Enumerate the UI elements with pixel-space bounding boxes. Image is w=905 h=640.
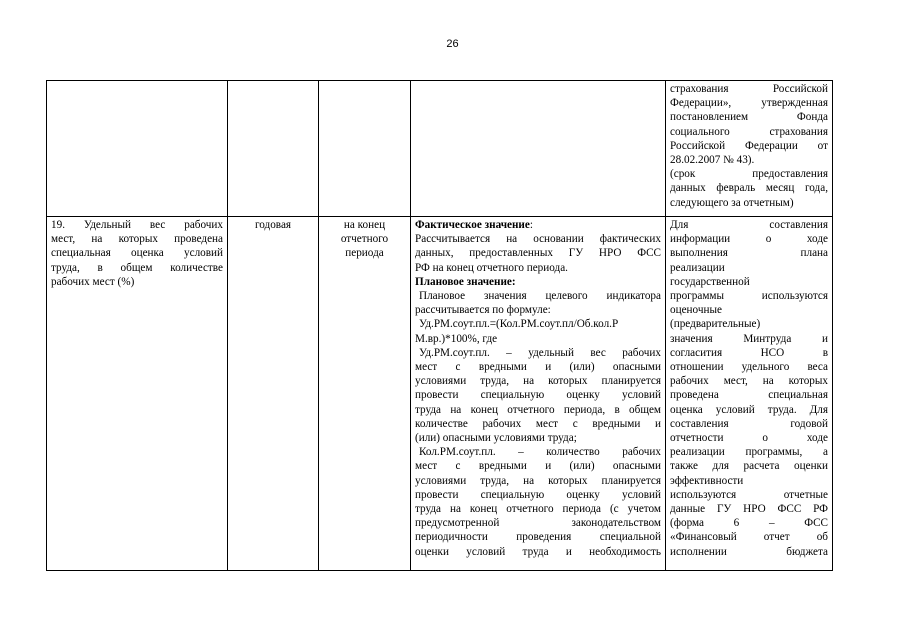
time-characteristic-text: [323, 218, 406, 261]
indicator-table: [46, 80, 833, 571]
data-source-cell: [666, 217, 833, 571]
text-line: отчетного: [340, 233, 389, 246]
method-cell: [411, 217, 666, 571]
text-line: постановлением Фонда: [670, 111, 828, 124]
text-line: следующего за отчетным): [670, 196, 794, 209]
text-line: социального страхования: [670, 125, 828, 138]
table-row-continuation: [47, 81, 833, 217]
text-line: (предварительные): [670, 318, 761, 331]
data-source-text: [670, 218, 828, 559]
fact-text: [415, 232, 661, 275]
text-line: Федерации», утвержденная: [670, 97, 828, 110]
text-line: «Финансовый отчет об: [670, 531, 828, 544]
text-line: реализации: [670, 261, 725, 274]
text-line: оценочные: [670, 304, 722, 317]
text-line: условиями труда, на которых планируется: [415, 474, 661, 487]
text-line: оценки условий труда и необходимость: [415, 545, 661, 558]
text-line: труда на конец отчетного периода (с учетом: [415, 503, 661, 516]
text-line: рабочих мест (%): [51, 275, 135, 288]
periodicity-text: годовая: [254, 219, 292, 231]
text-line: Уд.РМ.соут.пл. – удельный вес рабочих: [419, 346, 661, 359]
periodicity-cell: [228, 217, 319, 571]
text-line: периода: [345, 247, 384, 260]
row1-cell-method: [411, 81, 666, 217]
row1-cell-periodicity: [228, 81, 319, 217]
indicator-name-cell: [47, 217, 228, 571]
text-line: значения Минтруда и: [670, 332, 828, 345]
text-line: проведена специальная: [670, 389, 828, 402]
text-line: отношении удельного веса: [670, 361, 828, 374]
text-line: провести специальную оценку условий: [415, 389, 661, 402]
text-line: мест с вредными и (или) опасными: [415, 361, 661, 374]
text-line: (срок предоставления: [670, 168, 828, 181]
fact-heading-line: [415, 218, 661, 232]
text-line: Плановое значения целевого индикатора: [419, 290, 661, 303]
text-line: труда на конец отчетного периода, в общем: [415, 403, 661, 416]
text-line: мест с вредными и (или) опасными: [415, 460, 661, 473]
text-line: выполнения плана: [670, 247, 828, 260]
text-line: используются отчетные: [670, 488, 828, 501]
row1-cell-indicator: [47, 81, 228, 217]
text-line: труда, в общем количестве: [51, 261, 223, 274]
text-line: Кол.РМ.соут.пл. – количество рабочих: [419, 446, 661, 459]
text-line: также для расчета оценки: [670, 460, 828, 473]
fact-heading: Фактическое значение: [415, 219, 530, 231]
text-line: данных февраль месяц года,: [670, 182, 828, 195]
text-line: реализации программы, а: [670, 446, 828, 459]
text-line: 19. Удельный вес рабочих: [51, 219, 223, 231]
text-line: условиями труда, на которых планируется: [415, 375, 661, 388]
text-line: рабочих мест, на которых: [670, 375, 828, 388]
text-line: мест, на которых проведена: [51, 233, 223, 246]
text-line: специальная оценка условий: [51, 247, 223, 260]
plan-heading: Плановое значение:: [415, 275, 516, 288]
plan-text: [415, 289, 661, 559]
indicator-name-text: [51, 218, 223, 289]
plan-heading-line: [415, 275, 661, 289]
text-line: страхования Российской: [670, 83, 828, 95]
table-row-indicator-19: [47, 217, 833, 571]
text-line: провести специальную оценку условий: [415, 488, 661, 501]
row1-cell-time: [319, 81, 411, 217]
text-line: М.вр.)*100%, где: [415, 332, 498, 345]
row1-cell-source: [666, 81, 833, 217]
text-line: программы используются: [670, 290, 828, 303]
text-line: эффективности: [670, 474, 744, 487]
text-line: Для составления: [670, 219, 828, 231]
fact-colon: :: [529, 219, 533, 231]
text-line: рассчитывается по формуле:: [415, 304, 551, 317]
text-line: государственной: [670, 275, 750, 288]
row1-source-text: [670, 82, 828, 210]
text-line: РФ на конец отчетного периода.: [415, 261, 568, 274]
text-line: данных, предоставленных ГУ НРО ФСС: [415, 247, 661, 260]
text-line: Рассчитывается на основании фактических: [415, 233, 661, 246]
text-line: предусмотренной законодательством: [415, 517, 661, 530]
text-line: на конец: [343, 219, 386, 231]
text-line: оценка условий труда. Для: [670, 403, 828, 416]
text-line: данные ГУ НРО ФСС РФ: [670, 503, 828, 516]
text-line: Российской Федерации от: [670, 139, 828, 152]
text-line: информации о ходе: [670, 233, 828, 246]
text-line: (форма 6 – ФСС: [670, 517, 828, 530]
text-line: отчетности о ходе: [670, 432, 828, 445]
text-line: 28.02.2007 № 43).: [670, 154, 755, 167]
text-line: составления годовой: [670, 417, 828, 430]
time-characteristic-cell: [319, 217, 411, 571]
text-line: (или) опасными условиями труда;: [415, 432, 577, 445]
text-line: количестве рабочих мест с вредными и: [415, 417, 661, 430]
text-line: согласития НСО в: [670, 346, 828, 359]
text-line: исполнении бюджета: [670, 545, 828, 558]
text-line: Уд.РМ.соут.пл.=(Кол.РМ.соут.пл/Об.кол.Р: [419, 318, 619, 331]
page-number: 26: [446, 38, 459, 50]
text-line: периодичности проведения специальной: [415, 531, 661, 544]
